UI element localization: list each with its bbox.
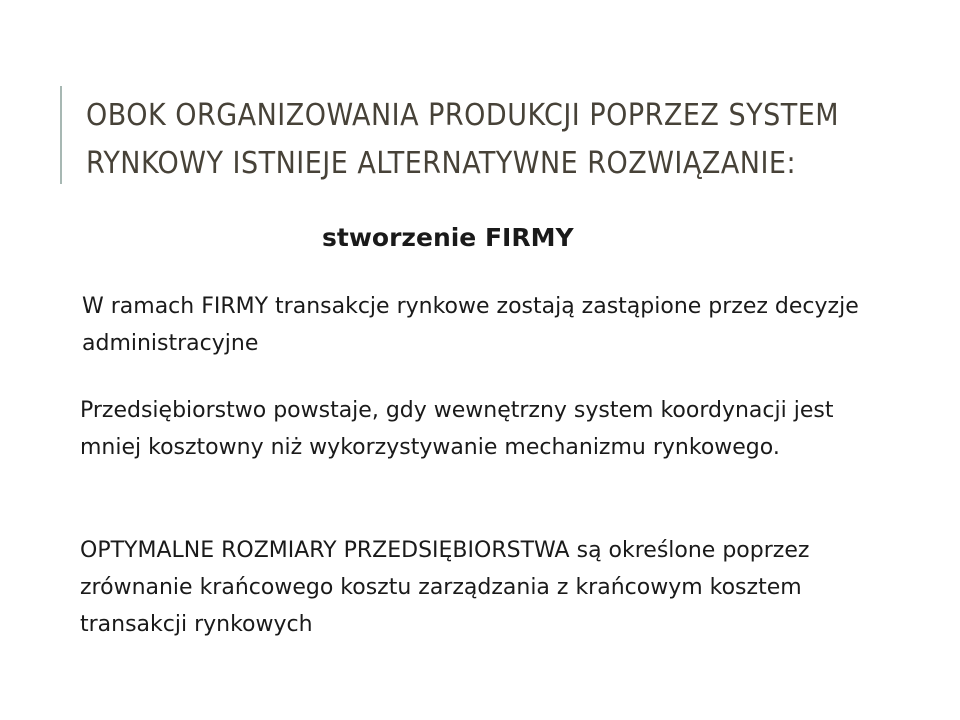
paragraph-optimal-size: OPTYMALNE ROZMIARY PRZEDSIĘBIORSTWA są określone poprzez zrównanie krańcowego kosztu zarządzania z krańcowym kosztem transakcji rynkowych (80, 538, 810, 637)
paragraph-firm-transactions: W ramach FIRMY transakcje rynkowe zostają zastąpione przez decyzje administracyjne (82, 294, 859, 356)
paragraph-enterprise-origin: Przedsiębiorstwo powstaje, gdy wewnętrzny system koordynacji jest mniej kosztowny niż wykorzystywanie mechanizmu rynkowego. (80, 398, 834, 460)
slide-subtitle: stworzenie FIRMY (322, 223, 574, 252)
slide-title: OBOK ORGANIZOWANIA PRODUKCJI POPRZEZ SYSTEM RYNKOWY ISTNIEJE ALTERNATYWNE ROZWIĄZANIE: (86, 98, 840, 181)
title-accent-bar (60, 86, 62, 184)
